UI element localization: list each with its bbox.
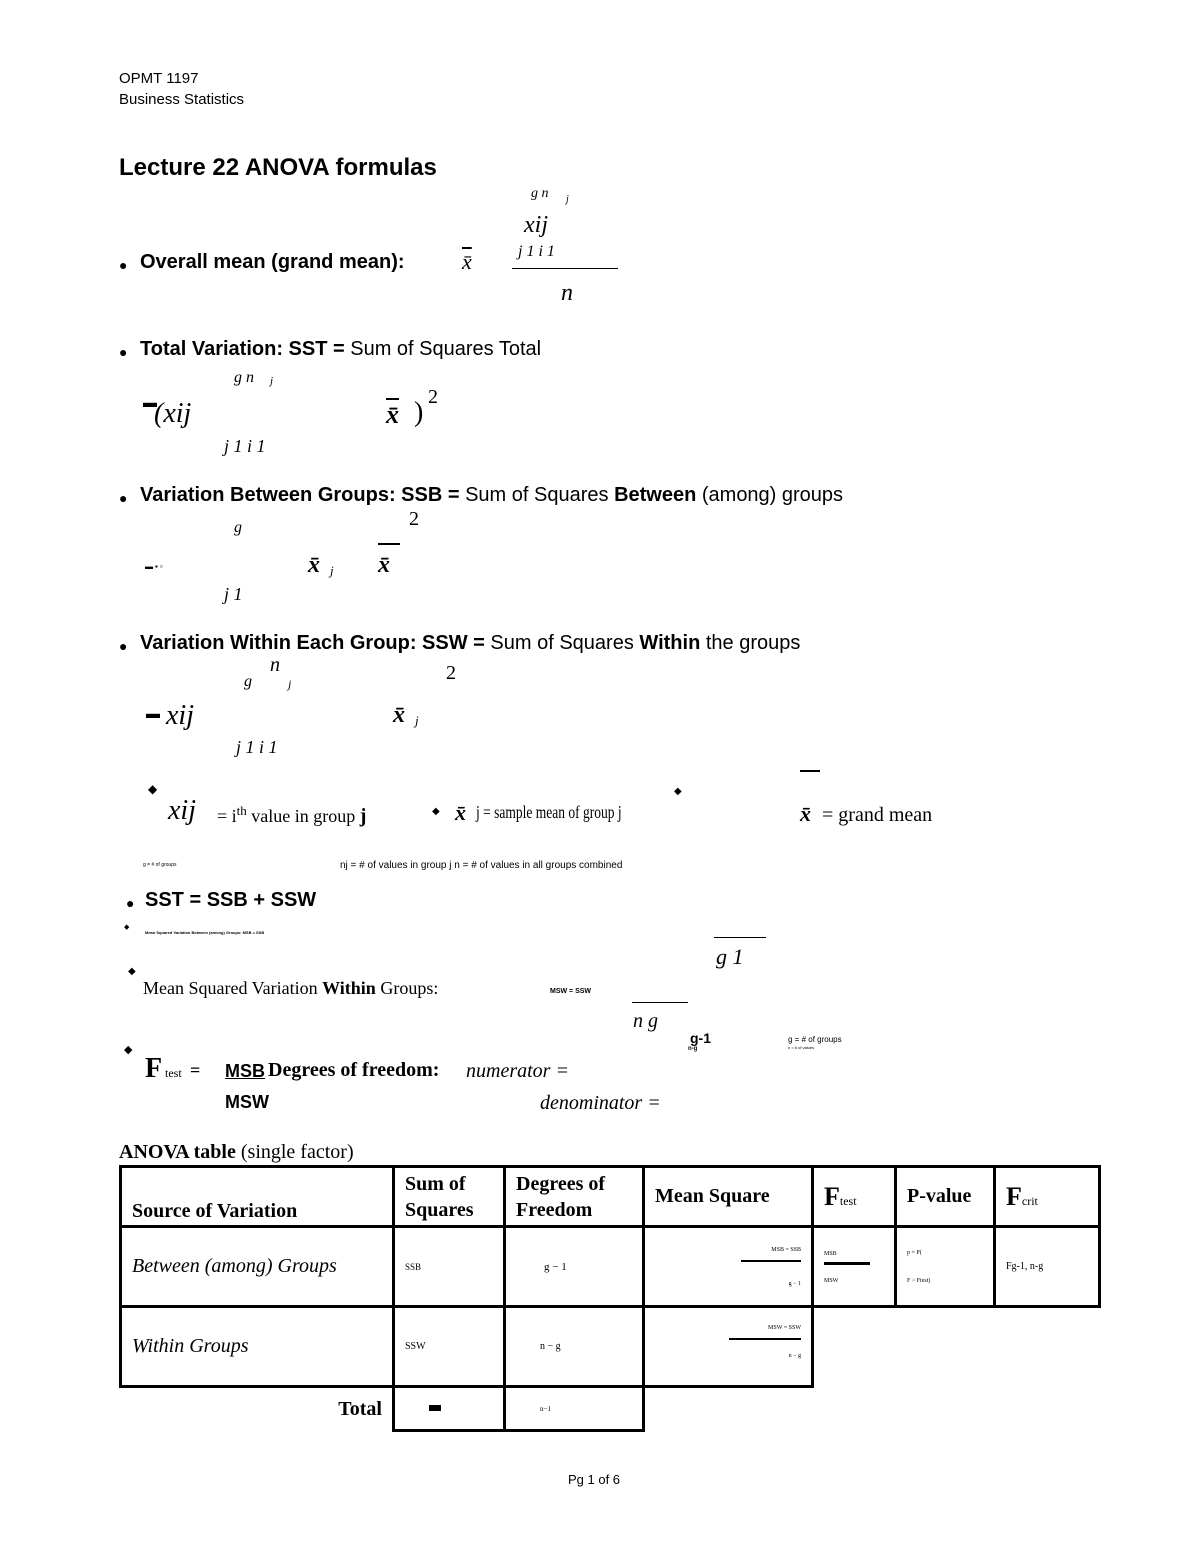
bullet-icon: ● (119, 490, 128, 506)
diamond-icon: ◆ (124, 1044, 133, 1056)
ftest-den: MSW (225, 1092, 269, 1112)
course-name: Business Statistics (119, 91, 245, 108)
sst-sum-top: g n (234, 369, 254, 386)
row-ss: SSW (394, 1307, 505, 1387)
msw-label: Mean Squared Variation Within Groups: (143, 978, 439, 998)
msw-fraction-bar (632, 1002, 688, 1003)
ssw-sum-top-n: n (270, 654, 280, 676)
ssw-term: xij (166, 700, 194, 731)
ftest-denominator: denominator = (540, 1092, 661, 1114)
row-source: Between (among) Groups (121, 1227, 394, 1307)
def-overbar (800, 770, 820, 772)
header-ss: Sum of Squares (394, 1167, 505, 1227)
diamond-icon: ◆ (432, 806, 440, 817)
diamond-icon: ◆ (674, 786, 682, 797)
header-df: Degrees of Freedom (505, 1167, 644, 1227)
row-df: n − g (505, 1307, 644, 1387)
ftest-df-label: Degrees of freedom: (268, 1059, 440, 1081)
header-p: P-value (896, 1167, 995, 1227)
total-ss-mark (429, 1405, 441, 1411)
sst-sum-top-sub: j (270, 375, 274, 387)
gm-sum-index: j 1 i 1 (518, 243, 555, 260)
header-f: Ftest (813, 1167, 896, 1227)
ssw-xbar-j: x̄ (393, 702, 405, 728)
def-tiny-1: g = # of groups (143, 862, 177, 868)
bullet-icon: ● (119, 638, 128, 654)
total-df: n−1 (505, 1387, 644, 1431)
sigma-icon: ▬ (146, 707, 160, 722)
ssw-exponent: 2 (446, 662, 456, 684)
msw-denominator: n g (633, 1010, 658, 1032)
sst-sum-index: j 1 i 1 (224, 436, 266, 456)
df-small-sub: n-g (688, 1046, 698, 1052)
sigma-icon: ▬ ▪ ▫ (145, 562, 163, 571)
row-fcrit: Fg-1, n-g (995, 1227, 1100, 1307)
ssb-overbar (378, 543, 400, 545)
diamond-icon: ◆ (128, 966, 136, 977)
gm-denominator: n (561, 280, 573, 306)
gm-sum-top-sub: j (566, 194, 569, 205)
page-title: Lecture 22 ANOVA formulas (119, 154, 437, 181)
gm-label: Overall mean (grand mean): (140, 251, 405, 273)
gm-xbar: x̄ (462, 249, 472, 274)
anova-caption: ANOVA table (single factor) (119, 1141, 354, 1163)
bullet-icon: ● (119, 257, 128, 273)
ssb-sum-top: g (234, 519, 242, 536)
row-p: p = P( F > Ftest) (896, 1227, 995, 1307)
page-number: Pg 1 of 6 (568, 1472, 621, 1487)
row-ss: SSB (394, 1227, 505, 1307)
def-xbar-text: = grand mean (822, 804, 933, 826)
ssb-label: Variation Between Groups: SSB = Sum of Squares Between (among) groups (140, 484, 844, 506)
df-note-2: n = # of values (788, 1045, 815, 1050)
gm-fraction-bar (512, 268, 618, 269)
ssw-xbar-j-sub: j (415, 713, 419, 728)
sst-identity: SST = SSB + SSW (145, 889, 317, 911)
row-ms: MSB = SSB g − 1 (644, 1227, 813, 1307)
header-ms: Mean Square (644, 1167, 813, 1227)
def-tiny-2: nj = # of values in group j n = # of values in all groups combined (340, 860, 623, 871)
sst-term: (xij (154, 398, 192, 429)
row-empty (813, 1307, 1100, 1387)
table-row (121, 1227, 1100, 1307)
msb-tiny: Mean Squared Variation Between (among) Groups: MSB = SSB (145, 930, 265, 935)
ftest-eq: = (190, 1060, 201, 1080)
ssw-sum-top-sub: j (288, 677, 292, 691)
gm-numerator-var: xij (524, 212, 548, 238)
header-source: Source of Variation (121, 1167, 394, 1227)
row-df: g − 1 (505, 1227, 644, 1307)
ssb-sum-index: j 1 (224, 584, 243, 604)
diamond-icon: ◆ (124, 924, 130, 931)
anova-header-row (121, 1167, 1100, 1227)
ssb-exponent: 2 (409, 508, 419, 530)
ftest-num: MSB (225, 1061, 265, 1081)
sigma-icon: ▬ (143, 396, 157, 411)
total-label: Total (338, 1397, 382, 1420)
ssw-sum-index: j 1 i 1 (236, 737, 278, 757)
ssw-sum-top-g: g (244, 673, 252, 690)
msb-denominator: g 1 (716, 944, 744, 969)
def-xij-text: = $i^{th}$ value in group j (217, 803, 367, 827)
diamond-icon: ◆ (148, 782, 158, 796)
total-row (121, 1387, 1100, 1431)
ftest-F: F (145, 1053, 163, 1084)
df-small: g-1 (690, 1030, 711, 1046)
def-xij: xij (168, 795, 196, 826)
ssw-label: Variation Within Each Group: SSW = Sum of Squares Within the groups (140, 632, 801, 654)
bullet-icon: ● (119, 344, 128, 360)
ftest-sub: test (165, 1066, 182, 1080)
sst-close: ) (414, 397, 424, 428)
ssb-xbar: x̄ (378, 552, 390, 578)
def-xbar-j-text: j = sample mean of group j (476, 802, 622, 822)
def-xbar: x̄ (800, 801, 811, 826)
def-xbar-j: x̄ (455, 800, 466, 825)
bullet-icon: ● (126, 895, 135, 911)
msb-fraction-bar (714, 937, 766, 938)
row-f: MSB MSW (813, 1227, 896, 1307)
sst-xbar: x̄ (386, 400, 399, 429)
course-code: OPMT 1197 (119, 70, 199, 87)
ssb-xbar-j: x̄ (308, 552, 320, 578)
msw-tiny: MSW = SSW (550, 988, 592, 995)
row-ms: MSW = SSW n − g (644, 1307, 813, 1387)
header-fcrit: Fcrit (995, 1167, 1100, 1227)
table-row (121, 1307, 1100, 1387)
sst-exponent: 2 (428, 386, 438, 408)
ftest-numerator: numerator = (466, 1060, 569, 1082)
row-source: Within Groups (121, 1307, 394, 1387)
anova-table (119, 1165, 1101, 1432)
total-empty (644, 1387, 1100, 1431)
sst-label: Total Variation: SST = Sum of Squares Total (140, 338, 542, 360)
total-ss: SST (394, 1387, 505, 1431)
ssb-xbar-j-sub: j (330, 563, 334, 578)
df-note: g = # of groups (788, 1035, 842, 1044)
gm-sum-top: g n (531, 186, 549, 201)
